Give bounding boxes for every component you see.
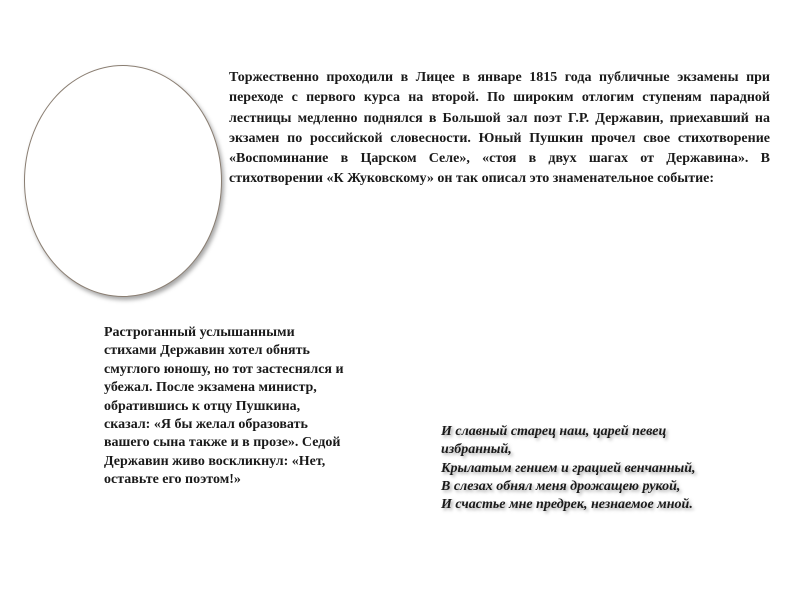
poem-line: И счастье мне предрек, незнаемое мной. (441, 497, 693, 513)
oval-picture-frame (24, 65, 222, 297)
poem-line: И славный старец наш, царей певец избранный, (441, 424, 667, 458)
story-paragraph: Растроганный услышанными стихами Державин хотел обнять смуглого юношу, но тот застеснялся и убежал. После экзамена министр, обратившись к отцу Пушкина, сказал: «Я бы желал образовать вашего сына также и в прозе». Седой Державин живо воскликнул: «Нет, оставьте его поэтом!» (104, 325, 344, 488)
intro-paragraph: Торжественно проходили в Лицее в январе 1815 года публичные экзамены при переходе с первого курса на второй. По широким отлогим ступеням парадной лестницы медленно поднялся в Большой зал поэт Г.Р. Державин, приехавший на экзамен по российской словесности. Юный Пушкин прочел свое стихотворение «Воспоминание в Царском Селе», «стоя в двух шагах от Державина». В стихотворении «К Жуковскому» он так описал это знаменательное событие: (229, 70, 770, 187)
poem-line: В слезах обнял меня дрожащею рукой, (441, 478, 681, 494)
poem-line: Крылатым гением и грацией венчанный, (441, 460, 696, 476)
poem-quote (441, 423, 731, 514)
